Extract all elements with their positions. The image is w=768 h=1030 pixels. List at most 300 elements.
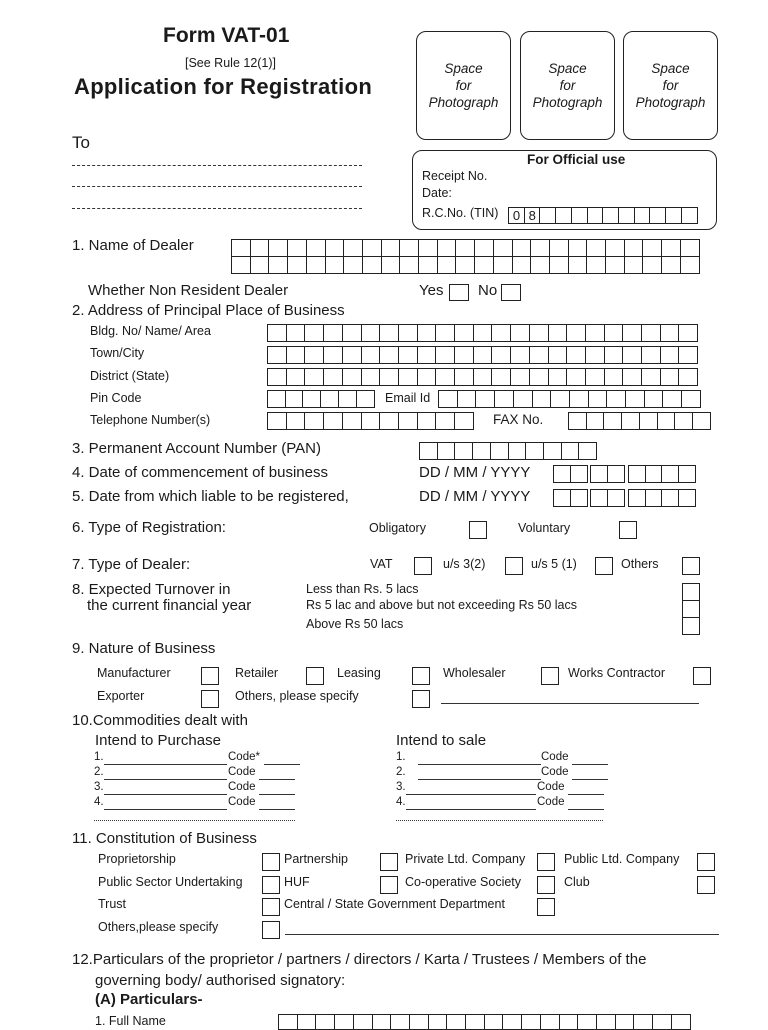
char-cell[interactable] — [381, 256, 401, 274]
char-cell[interactable] — [585, 368, 605, 386]
char-cell[interactable] — [678, 324, 698, 342]
others-constitution-checkbox[interactable] — [262, 921, 280, 939]
vat-checkbox[interactable] — [414, 557, 432, 575]
char-cell[interactable] — [398, 324, 418, 342]
sale-more-line[interactable] — [396, 820, 603, 821]
liable-date-grid[interactable] — [553, 489, 695, 507]
huf-checkbox[interactable] — [380, 876, 398, 894]
pan-grid[interactable] — [419, 442, 596, 460]
works-contractor-checkbox[interactable] — [693, 667, 711, 685]
char-cell[interactable] — [472, 442, 491, 460]
char-cell[interactable] — [267, 412, 287, 430]
town-label: Town/City — [90, 346, 145, 360]
sale-code-label: Code — [537, 781, 565, 793]
char-cell[interactable] — [645, 465, 663, 483]
address-line-2[interactable] — [72, 186, 362, 187]
char-cell[interactable] — [342, 346, 362, 364]
char-cell[interactable] — [540, 1014, 560, 1030]
char-cell[interactable] — [325, 239, 345, 257]
char-cell[interactable] — [342, 412, 362, 430]
char-cell[interactable] — [680, 239, 700, 257]
char-cell[interactable] — [510, 324, 530, 342]
psu-checkbox[interactable] — [262, 876, 280, 894]
nature-business-label: 9. Nature of Business — [72, 640, 216, 657]
char-cell[interactable] — [618, 207, 635, 224]
char-cell[interactable] — [454, 346, 474, 364]
char-cell[interactable] — [512, 239, 532, 257]
char-cell[interactable] — [418, 256, 438, 274]
char-cell[interactable] — [585, 324, 605, 342]
char-cell[interactable] — [342, 368, 362, 386]
char-cell[interactable] — [512, 256, 532, 274]
char-cell[interactable] — [622, 346, 642, 364]
purchase-num: 4. — [94, 796, 104, 808]
voluntary-checkbox[interactable] — [619, 521, 637, 539]
char-cell[interactable] — [334, 1014, 354, 1030]
char-cell[interactable] — [435, 412, 455, 430]
char-cell[interactable]: 8 — [524, 207, 541, 224]
partnership-checkbox[interactable] — [380, 853, 398, 871]
char-cell[interactable] — [605, 239, 625, 257]
char-cell[interactable] — [320, 390, 339, 408]
char-cell[interactable] — [530, 256, 550, 274]
char-cell[interactable] — [398, 346, 418, 364]
char-cell[interactable] — [549, 256, 569, 274]
char-cell[interactable] — [398, 368, 418, 386]
char-cell[interactable] — [628, 465, 646, 483]
char-cell[interactable] — [513, 390, 533, 408]
char-cell[interactable] — [409, 1014, 429, 1030]
constitution-label: 11. Constitution of Business — [72, 830, 257, 847]
others-business-checkbox[interactable] — [412, 690, 430, 708]
registration-type-label: 6. Type of Registration: — [72, 519, 226, 536]
char-cell[interactable] — [475, 390, 495, 408]
char-cell[interactable] — [645, 489, 663, 507]
char-cell[interactable] — [553, 465, 571, 483]
char-cell[interactable] — [278, 1014, 298, 1030]
char-cell[interactable] — [678, 346, 698, 364]
dealer-name-grid-row1[interactable] — [231, 239, 699, 257]
char-cell[interactable] — [606, 390, 626, 408]
char-cell[interactable] — [491, 346, 511, 364]
char-cell[interactable] — [474, 256, 494, 274]
exporter-checkbox[interactable] — [201, 690, 219, 708]
char-cell[interactable] — [454, 368, 474, 386]
char-cell[interactable] — [633, 1014, 653, 1030]
char-cell[interactable] — [473, 324, 493, 342]
char-cell[interactable] — [457, 390, 477, 408]
char-cell[interactable] — [446, 1014, 466, 1030]
char-cell[interactable] — [315, 1014, 335, 1030]
char-cell[interactable] — [250, 239, 270, 257]
char-cell[interactable] — [543, 442, 562, 460]
char-cell[interactable] — [379, 346, 399, 364]
char-cell[interactable] — [566, 324, 586, 342]
manufacturer-checkbox[interactable] — [201, 667, 219, 685]
char-cell[interactable] — [508, 442, 527, 460]
char-cell[interactable] — [529, 324, 549, 342]
char-cell[interactable] — [553, 489, 571, 507]
char-cell[interactable] — [590, 465, 608, 483]
purchase-commodity-2[interactable] — [104, 779, 227, 780]
char-cell[interactable] — [586, 256, 606, 274]
char-cell[interactable] — [661, 465, 679, 483]
purchase-commodity-1[interactable] — [104, 764, 227, 765]
char-cell[interactable] — [361, 368, 381, 386]
char-cell[interactable] — [494, 390, 514, 408]
char-cell[interactable] — [491, 324, 511, 342]
proprietorship-checkbox[interactable] — [262, 853, 280, 871]
char-cell[interactable] — [549, 239, 569, 257]
char-cell[interactable] — [267, 390, 286, 408]
char-cell[interactable] — [437, 442, 456, 460]
char-cell[interactable]: 0 — [508, 207, 525, 224]
char-cell[interactable] — [343, 239, 363, 257]
char-cell[interactable] — [323, 412, 343, 430]
email-grid[interactable] — [438, 390, 700, 408]
char-cell[interactable] — [437, 256, 457, 274]
char-cell[interactable] — [649, 207, 666, 224]
char-cell[interactable] — [628, 489, 646, 507]
char-cell[interactable] — [529, 346, 549, 364]
char-cell[interactable] — [555, 207, 572, 224]
sale-commodity-1[interactable] — [418, 764, 541, 765]
char-cell[interactable] — [285, 390, 304, 408]
purchase-code-3[interactable] — [259, 794, 295, 795]
char-cell[interactable] — [490, 442, 509, 460]
char-cell[interactable] — [398, 412, 418, 430]
purchase-code-label: Code — [228, 796, 256, 808]
char-cell[interactable] — [356, 390, 375, 408]
sale-code-4[interactable] — [568, 809, 604, 810]
char-cell[interactable] — [361, 324, 381, 342]
char-cell[interactable] — [287, 256, 307, 274]
char-cell[interactable] — [474, 239, 494, 257]
char-cell[interactable] — [372, 1014, 392, 1030]
char-cell[interactable] — [566, 368, 586, 386]
char-cell[interactable] — [418, 239, 438, 257]
char-cell[interactable] — [362, 256, 382, 274]
char-cell[interactable] — [323, 368, 343, 386]
us51-checkbox[interactable] — [595, 557, 613, 575]
char-cell[interactable] — [641, 368, 661, 386]
char-cell[interactable] — [493, 239, 513, 257]
char-cell[interactable] — [454, 442, 473, 460]
char-cell[interactable] — [596, 1014, 616, 1030]
char-cell[interactable] — [502, 1014, 522, 1030]
char-cell[interactable] — [286, 368, 306, 386]
telephone-grid[interactable] — [267, 412, 473, 430]
obligatory-checkbox[interactable] — [469, 521, 487, 539]
commencement-date-grid[interactable] — [553, 465, 695, 483]
char-cell[interactable] — [586, 412, 605, 430]
char-cell[interactable] — [438, 390, 458, 408]
char-cell[interactable] — [604, 324, 624, 342]
char-cell[interactable] — [491, 368, 511, 386]
char-cell[interactable] — [286, 412, 306, 430]
char-cell[interactable] — [306, 239, 326, 257]
char-cell[interactable] — [681, 207, 698, 224]
char-cell[interactable] — [267, 368, 287, 386]
exporter-label: Exporter — [97, 689, 145, 703]
char-cell[interactable] — [473, 368, 493, 386]
char-cell[interactable] — [455, 256, 475, 274]
bldg-grid[interactable] — [267, 324, 697, 342]
char-cell[interactable] — [286, 346, 306, 364]
char-cell[interactable] — [624, 256, 644, 274]
char-cell[interactable] — [625, 390, 645, 408]
sale-code-3[interactable] — [568, 794, 604, 795]
purchase-code-1[interactable] — [264, 764, 300, 765]
char-cell[interactable] — [634, 207, 651, 224]
char-cell[interactable] — [530, 239, 550, 257]
char-cell[interactable] — [644, 390, 664, 408]
char-cell[interactable] — [665, 207, 682, 224]
char-cell[interactable] — [642, 239, 662, 257]
char-cell[interactable] — [588, 390, 608, 408]
char-cell[interactable] — [417, 412, 437, 430]
char-cell[interactable] — [548, 368, 568, 386]
us32-checkbox[interactable] — [505, 557, 523, 575]
char-cell[interactable] — [323, 324, 343, 342]
char-cell[interactable] — [231, 256, 251, 274]
char-cell[interactable] — [550, 390, 570, 408]
char-cell[interactable] — [660, 324, 680, 342]
dealer-name-grid-row2[interactable] — [231, 256, 699, 274]
char-cell[interactable] — [661, 489, 679, 507]
char-cell[interactable] — [267, 324, 287, 342]
char-cell[interactable] — [660, 368, 680, 386]
char-cell[interactable] — [435, 346, 455, 364]
char-cell[interactable] — [390, 1014, 410, 1030]
char-cell[interactable] — [680, 256, 700, 274]
address-line-1[interactable] — [72, 165, 362, 166]
purchase-code-4[interactable] — [259, 809, 295, 810]
char-cell[interactable] — [419, 442, 438, 460]
char-cell[interactable] — [642, 256, 662, 274]
sale-code-2[interactable] — [572, 779, 608, 780]
purchase-commodity-4[interactable] — [104, 809, 227, 810]
town-grid[interactable] — [267, 346, 697, 364]
char-cell[interactable] — [268, 256, 288, 274]
char-cell[interactable] — [343, 256, 363, 274]
char-cell[interactable] — [586, 239, 606, 257]
retailer-checkbox[interactable] — [306, 667, 324, 685]
turnover-option-3-checkbox[interactable] — [682, 617, 700, 635]
others-constitution-input[interactable] — [285, 934, 719, 935]
turnover-option-1-checkbox[interactable] — [682, 583, 700, 601]
purchase-commodity-3[interactable] — [104, 794, 227, 795]
char-cell[interactable] — [587, 207, 604, 224]
char-cell[interactable] — [521, 1014, 541, 1030]
club-checkbox[interactable] — [697, 876, 715, 894]
char-cell[interactable] — [569, 390, 589, 408]
char-cell[interactable] — [590, 489, 608, 507]
char-cell[interactable] — [510, 368, 530, 386]
char-cell[interactable] — [361, 412, 381, 430]
char-cell[interactable] — [566, 346, 586, 364]
char-cell[interactable] — [603, 412, 622, 430]
wholesaler-label: Wholesaler — [443, 666, 506, 680]
pin-grid[interactable] — [267, 390, 373, 408]
char-cell[interactable] — [678, 489, 696, 507]
char-cell[interactable] — [325, 256, 345, 274]
purchase-more-line[interactable] — [94, 820, 295, 821]
private-company-checkbox[interactable] — [537, 853, 555, 871]
trust-checkbox[interactable] — [262, 898, 280, 916]
date-label: Date: — [422, 186, 452, 200]
char-cell[interactable] — [428, 1014, 448, 1030]
public-company-checkbox[interactable] — [697, 853, 715, 871]
char-cell[interactable] — [342, 324, 362, 342]
sale-commodity-2[interactable] — [418, 779, 541, 780]
char-cell[interactable] — [641, 346, 661, 364]
non-resident-no-checkbox[interactable] — [501, 284, 521, 301]
char-cell[interactable] — [662, 390, 682, 408]
others-business-input[interactable] — [441, 703, 699, 704]
char-cell[interactable] — [304, 324, 324, 342]
char-cell[interactable] — [304, 368, 324, 386]
leasing-checkbox[interactable] — [412, 667, 430, 685]
char-cell[interactable] — [678, 465, 696, 483]
char-cell[interactable] — [493, 256, 513, 274]
dealer-name-label: 1. Name of Dealer — [72, 237, 194, 254]
char-cell[interactable] — [454, 412, 474, 430]
char-cell[interactable] — [602, 207, 619, 224]
photo-line: Space — [548, 61, 587, 76]
char-cell[interactable] — [399, 256, 419, 274]
char-cell[interactable] — [379, 412, 399, 430]
non-resident-yes-checkbox[interactable] — [449, 284, 469, 301]
wholesaler-checkbox[interactable] — [541, 667, 559, 685]
char-cell[interactable] — [548, 346, 568, 364]
char-cell[interactable] — [323, 346, 343, 364]
char-cell[interactable] — [361, 346, 381, 364]
address-line-3[interactable] — [72, 208, 362, 209]
coop-checkbox[interactable] — [537, 876, 555, 894]
sale-commodity-4[interactable] — [406, 809, 536, 810]
char-cell[interactable] — [304, 346, 324, 364]
char-cell[interactable] — [585, 346, 605, 364]
char-cell[interactable] — [660, 346, 680, 364]
char-cell[interactable] — [568, 239, 588, 257]
govt-checkbox[interactable] — [537, 898, 555, 916]
char-cell[interactable] — [604, 368, 624, 386]
char-cell[interactable] — [639, 412, 658, 430]
char-cell[interactable] — [674, 412, 693, 430]
char-cell[interactable] — [268, 239, 288, 257]
char-cell[interactable] — [607, 465, 625, 483]
sale-code-1[interactable] — [572, 764, 608, 765]
char-cell[interactable] — [417, 346, 437, 364]
char-cell[interactable] — [681, 390, 701, 408]
char-cell[interactable] — [678, 368, 698, 386]
char-cell[interactable] — [417, 324, 437, 342]
char-cell[interactable] — [302, 390, 321, 408]
char-cell[interactable] — [570, 465, 588, 483]
sale-commodity-3[interactable] — [406, 794, 536, 795]
char-cell[interactable] — [454, 324, 474, 342]
char-cell[interactable] — [559, 1014, 579, 1030]
char-cell[interactable] — [671, 1014, 691, 1030]
char-cell[interactable] — [417, 368, 437, 386]
turnover-option-2-checkbox[interactable] — [682, 600, 700, 618]
char-cell[interactable] — [539, 207, 556, 224]
char-cell[interactable] — [604, 346, 624, 364]
char-cell[interactable] — [622, 368, 642, 386]
char-cell[interactable] — [561, 442, 580, 460]
char-cell[interactable] — [661, 239, 681, 257]
char-cell[interactable] — [286, 324, 306, 342]
char-cell[interactable] — [304, 412, 324, 430]
photo-line: Photograph — [635, 95, 706, 110]
char-cell[interactable] — [353, 1014, 373, 1030]
char-cell[interactable] — [661, 256, 681, 274]
char-cell[interactable] — [435, 324, 455, 342]
char-cell[interactable] — [231, 239, 251, 257]
char-cell[interactable] — [641, 324, 661, 342]
char-cell[interactable] — [577, 1014, 597, 1030]
char-cell[interactable] — [615, 1014, 635, 1030]
char-cell[interactable] — [529, 368, 549, 386]
char-cell[interactable] — [465, 1014, 485, 1030]
char-cell[interactable] — [297, 1014, 317, 1030]
char-cell[interactable] — [455, 239, 475, 257]
char-cell[interactable] — [571, 207, 588, 224]
char-cell[interactable] — [570, 489, 588, 507]
char-cell[interactable] — [578, 442, 597, 460]
photo-box-1[interactable] — [416, 31, 511, 140]
char-cell[interactable] — [267, 346, 287, 364]
char-cell[interactable] — [692, 412, 711, 430]
char-cell[interactable] — [306, 256, 326, 274]
char-cell[interactable] — [287, 239, 307, 257]
full-name-grid[interactable] — [278, 1014, 689, 1030]
char-cell[interactable] — [379, 324, 399, 342]
char-cell[interactable] — [510, 346, 530, 364]
char-cell[interactable] — [362, 239, 382, 257]
others-dealer-checkbox[interactable] — [682, 557, 700, 575]
purchase-code-2[interactable] — [259, 779, 295, 780]
char-cell[interactable] — [435, 368, 455, 386]
char-cell[interactable] — [381, 239, 401, 257]
char-cell[interactable] — [605, 256, 625, 274]
char-cell[interactable] — [657, 412, 676, 430]
char-cell[interactable] — [607, 489, 625, 507]
char-cell[interactable] — [338, 390, 357, 408]
char-cell[interactable] — [473, 346, 493, 364]
photo-box-2[interactable] — [520, 31, 615, 140]
char-cell[interactable] — [399, 239, 419, 257]
char-cell[interactable] — [624, 239, 644, 257]
char-cell[interactable] — [437, 239, 457, 257]
char-cell[interactable] — [548, 324, 568, 342]
char-cell[interactable] — [621, 412, 640, 430]
tin-grid[interactable] — [508, 207, 696, 224]
char-cell[interactable] — [652, 1014, 672, 1030]
char-cell[interactable] — [568, 256, 588, 274]
district-grid[interactable] — [267, 368, 697, 386]
fax-grid[interactable] — [568, 412, 710, 430]
char-cell[interactable] — [250, 256, 270, 274]
char-cell[interactable] — [568, 412, 587, 430]
char-cell[interactable] — [622, 324, 642, 342]
photo-box-3[interactable] — [623, 31, 718, 140]
char-cell[interactable] — [484, 1014, 504, 1030]
char-cell[interactable] — [525, 442, 544, 460]
char-cell[interactable] — [379, 368, 399, 386]
char-cell[interactable] — [532, 390, 552, 408]
